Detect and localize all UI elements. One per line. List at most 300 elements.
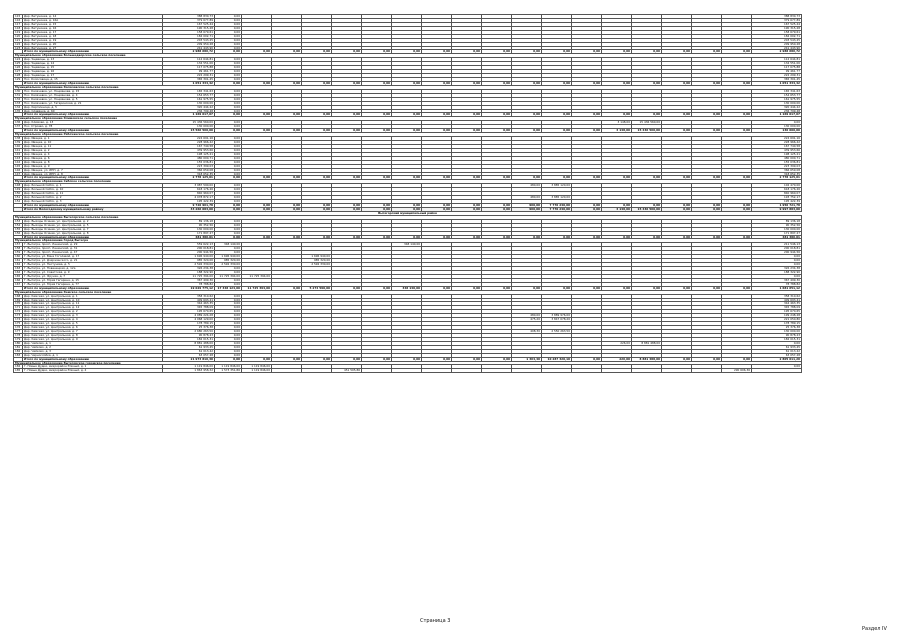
row-number: 149 (14, 188, 23, 192)
amount-cell: 102 470,00 (752, 184, 802, 188)
address-cell: Дер. Кемская, ул. Центральная, д. 2 (23, 310, 163, 314)
amount-cell: 11 725 394,00 (242, 286, 272, 290)
row-number: 126 (14, 66, 23, 70)
amount-cell: 195 422,39 (752, 200, 802, 204)
amount-cell: 0,00 (722, 357, 752, 361)
amount-cell: 134 551,00 (752, 62, 802, 66)
amount-cell (632, 369, 662, 373)
amount-cell: 221 050,80 (752, 318, 802, 322)
address-cell: Итого по муниципальному образованию (23, 81, 163, 85)
amount-cell: 480 000,71 (752, 156, 802, 160)
address-cell: Дер. Ивацка, д. 1 (23, 137, 163, 141)
amount-cell: 0,00 (215, 302, 242, 306)
amount-cell: 0,00 (215, 164, 242, 168)
amount-cell: 0,00 (542, 113, 572, 117)
amount-cell: 1 051 334,42 (163, 81, 215, 85)
amount-cell: 559 622,13 (163, 243, 215, 247)
amount-cell: 0,00 (752, 121, 802, 125)
amount-cell: 0,00 (512, 81, 542, 85)
amount-cell: 0,00 (662, 176, 692, 180)
address-cell: Дер. Ивацка, д. 10 (23, 141, 163, 145)
amount-cell: 0,00 (242, 81, 272, 85)
amount-cell: 0,00 (332, 176, 362, 180)
address-cell: Дер. Ивацка, ул. ИНП, д. 8 (23, 172, 163, 176)
amount-cell: 200 018,81 (752, 247, 802, 251)
section-title: Муниципальное образование Город Вытегра (14, 239, 802, 243)
amount-cell: 0,00 (482, 235, 512, 239)
amount-cell: 3 148,00 (602, 207, 632, 211)
amount-cell: 365 301,45 (163, 78, 215, 82)
amount-cell: 0,00 (215, 235, 242, 239)
amount-cell: 0,00 (302, 207, 332, 211)
amount-cell: 840 960,07 (163, 192, 215, 196)
amount-cell: 182 015,31 (163, 337, 215, 341)
address-cell: Дер. Бетунинка, д. 14 (23, 15, 163, 19)
amount-cell: 0,00 (692, 81, 722, 85)
amount-cell: 0,00 (572, 235, 602, 239)
amount-cell: 188 322,90 (163, 270, 215, 274)
amount-cell: 0,00 (215, 18, 242, 22)
address-cell: Дер. Чайково, д. 3 (23, 349, 163, 353)
amount-cell: 0,00 (632, 204, 662, 208)
section-title: Вытегорский муниципальный район (14, 211, 802, 215)
amount-cell: 0,00 (722, 204, 752, 208)
amount-cell: 2 805 011,20 (752, 357, 802, 361)
amount-cell: 193 752,17 (752, 196, 802, 200)
amount-cell: 19 029 775,12 (163, 286, 215, 290)
amount-cell: 0,00 (242, 207, 272, 211)
amount-cell: 348 140,00 (215, 243, 242, 247)
amount-cell: 0,00 (602, 204, 632, 208)
amount-cell: 0,00 (215, 141, 242, 145)
amount-cell: 0,00 (632, 113, 662, 117)
row-number: 152 (14, 200, 23, 204)
address-cell: Дер. Ивацка, д. 2 (23, 148, 163, 152)
amount-cell: 200 944,56 (163, 251, 215, 255)
amount-cell: 200 944,56 (752, 251, 802, 255)
amount-cell: 0,00 (722, 207, 752, 211)
amount-cell: 3 889 976,00 (542, 314, 572, 318)
amount-cell: 198 125,21 (163, 152, 215, 156)
address-cell: Дер. Кемская, ул. Центральная, д. 4 (23, 318, 163, 322)
amount-cell: 130 000,00 (752, 125, 802, 129)
address-cell: Г. Новые Дудки, микрорайон Южный, д. 4 (23, 369, 163, 373)
address-cell: Дер. Кемская, ул. Центральная, д. 12 (23, 306, 163, 310)
amount-cell: 0,00 (662, 129, 692, 133)
amount-cell: 0,00 (332, 204, 362, 208)
amount-cell: 226,00 (602, 341, 632, 345)
amount-cell: 0,00 (215, 357, 242, 361)
amount-cell: 0,00 (272, 81, 302, 85)
amount-cell: 0,00 (662, 235, 692, 239)
amount-cell (602, 369, 632, 373)
amount-cell: 0,00 (602, 235, 632, 239)
row-number: 146 (14, 168, 23, 172)
row-number: 142 (14, 152, 23, 156)
amount-cell: 0,00 (272, 204, 302, 208)
address-cell: Итого по Вологодскому муниципальному району (23, 207, 163, 211)
amount-cell: 8 881 488,00 (632, 341, 662, 345)
amount-cell: 0,00 (722, 129, 752, 133)
amount-cell: 0,00 (392, 235, 422, 239)
amount-cell: 130 000,00 (163, 125, 215, 129)
amount-cell: 348 140,00 (392, 243, 422, 247)
amount-cell: 241 443,90 (752, 46, 802, 50)
row-number: 173 (14, 314, 23, 318)
amount-cell: 223 399,03 (752, 164, 802, 168)
amount-cell: 11 725 394,00 (215, 274, 242, 278)
amount-cell: 209 950,28 (752, 42, 802, 46)
amount-cell: 0,00 (215, 270, 242, 274)
amount-cell (272, 369, 302, 373)
amount-cell: 1 119 846,00 (163, 365, 215, 369)
amount-cell: 184 002,71 (163, 34, 215, 38)
amount-cell: 0,00 (272, 50, 302, 54)
amount-cell: 0,00 (332, 50, 362, 54)
amount-cell: 0,00 (215, 81, 242, 85)
amount-cell: 0,00 (272, 129, 302, 133)
address-cell: Дер. Ивацка, д. 9 (23, 164, 163, 168)
amount-cell: 17 348 124,00 (215, 286, 242, 290)
address-cell: Пос. Калачевка, ул. Лоцманова, д. 15 (23, 89, 163, 93)
amount-cell: 480,00 (512, 196, 542, 200)
amount-cell: 0,00 (422, 204, 452, 208)
address-cell: Дер. Ущевицы, д. 14 (23, 62, 163, 66)
amount-cell: 0,00 (692, 235, 722, 239)
amount-cell: 2 592 330,00 (163, 263, 215, 267)
address-cell: Дер. Чайково, д. 2 (23, 345, 163, 349)
row-number: 169 (14, 298, 23, 302)
amount-cell: 89 136,18 (752, 219, 802, 223)
amount-cell: 190 315,28 (163, 26, 215, 30)
amount-cell: 0,00 (722, 113, 752, 117)
address-cell: Итого по муниципальному образованию (23, 113, 163, 117)
address-cell: Дер. Бетунинка, д. 16 (23, 26, 163, 30)
amount-cell: 1 681 651,12 (752, 286, 802, 290)
amount-cell: 0,00 (215, 192, 242, 196)
amount-cell: 0,00 (512, 50, 542, 54)
amount-cell: 0,00 (362, 81, 392, 85)
amount-cell: 0,00 (362, 207, 392, 211)
amount-cell: 63 057,28 (163, 353, 215, 357)
row-number: 175 (14, 322, 23, 326)
amount-cell: 0,00 (215, 333, 242, 337)
address-cell: Пос. Строево, д. 78 (23, 125, 163, 129)
address-cell: Г. Вытегра, ул. Дзержинского, д. 21 (23, 259, 163, 263)
amount-cell: 0,00 (332, 81, 362, 85)
amount-cell: 0,00 (422, 176, 452, 180)
amount-cell: 0,00 (572, 81, 602, 85)
address-cell: Г. Вытегра, просп. Ленинский, д. 29 (23, 243, 163, 247)
amount-cell: 182 015,31 (752, 337, 802, 341)
amount-cell: 15 566 560,00 (163, 129, 215, 133)
amount-cell: 0,00 (392, 129, 422, 133)
address-cell: Дер. Славянка, д. 60 (23, 109, 163, 113)
amount-cell: 190 315,28 (752, 26, 802, 30)
amount-cell: 63 057,28 (752, 353, 802, 357)
address-cell: Пос. Колосовица, д. 15 (23, 78, 163, 82)
amount-cell: 171 897,27 (752, 231, 802, 235)
amount-cell: 161 975,55 (752, 97, 802, 101)
amount-cell: 365 301,45 (752, 78, 802, 82)
address-cell: Г. Вытегра, ул. Вяна Гоголевой, д. 17 (23, 255, 163, 259)
address-cell: Дер. Большой Сибск, д. 11 (23, 192, 163, 196)
address-cell: Дер. Кемская, ул. Центральная, д. 7 (23, 330, 163, 334)
amount-cell: 0,00 (332, 235, 362, 239)
amount-cell: 0,00 (215, 278, 242, 282)
row-number: 156 (14, 231, 23, 235)
amount-cell: 0,00 (215, 113, 242, 117)
amount-cell: 0,00 (215, 298, 242, 302)
amount-cell: 0,00 (422, 235, 452, 239)
amount-cell: 0,00 (302, 204, 332, 208)
amount-cell: 0,00 (215, 160, 242, 164)
amount-cell: 366 659,08 (163, 168, 215, 172)
amount-cell: 0,00 (602, 286, 632, 290)
amount-cell: 0,00 (752, 365, 802, 369)
amount-cell: 199 248,28 (752, 314, 802, 318)
amount-cell: 326 234,38 (752, 267, 802, 271)
amount-cell: 358 310,62 (752, 294, 802, 298)
address-cell: Дер. Кемская, ул. Центральная, д. 10 (23, 298, 163, 302)
section-code: Раздел IV (862, 626, 887, 632)
amount-cell: 0,00 (452, 113, 482, 117)
address-cell: Дер. Большой Сибск, д. 2 (23, 196, 163, 200)
amount-cell: 184 002,71 (752, 34, 802, 38)
amount-cell: 10 287 320,10 (542, 357, 572, 361)
amount-cell (752, 369, 802, 373)
amount-cell: 0,00 (572, 286, 602, 290)
amount-cell: 89 136,18 (163, 219, 215, 223)
amount-cell: 0,00 (482, 207, 512, 211)
amount-cell: 0,00 (512, 235, 542, 239)
amount-cell: 0,00 (452, 286, 482, 290)
report-table (13, 14, 802, 373)
address-cell: Дер. Кемская, ул. Центральная, д. 1 (23, 294, 163, 298)
amount-cell: 90 878,23 (163, 333, 215, 337)
amount-cell: 0,00 (452, 50, 482, 54)
amount-cell: 0,00 (215, 322, 242, 326)
amount-cell: 33 266 083,00 (163, 207, 215, 211)
amount-cell: 0,00 (602, 113, 632, 117)
amount-cell: 0,00 (215, 318, 242, 322)
amount-cell: 0,00 (452, 176, 482, 180)
amount-cell: 345 788,09 (163, 306, 215, 310)
amount-cell (512, 369, 542, 373)
amount-cell: 0,00 (662, 357, 692, 361)
amount-cell: 0,00 (215, 78, 242, 82)
amount-cell: 344 463,35 (163, 302, 215, 306)
address-cell: Дер. Бетунинка, д. 16А (23, 18, 163, 22)
address-cell: Дер. Большой Сибск, д. 3 (23, 200, 163, 204)
amount-cell: 0,00 (482, 176, 512, 180)
row-number: 154 (14, 223, 23, 227)
amount-cell: 155 036,81 (163, 160, 215, 164)
amount-cell: 0,00 (332, 286, 362, 290)
amount-cell: 0,00 (572, 50, 602, 54)
address-cell: Г. Вытегра, просп. Ленинский, д. 47 (23, 251, 163, 255)
amount-cell: 0,00 (215, 168, 242, 172)
amount-cell: 188 322,90 (752, 270, 802, 274)
section-title: Муниципальное образование Вытегорское городское поселение (14, 361, 802, 365)
amount-cell: 960,00 (512, 204, 542, 208)
amount-cell: 200 018,81 (163, 247, 215, 251)
amount-cell: 0,00 (662, 50, 692, 54)
amount-cell: 0,00 (302, 113, 332, 117)
amount-cell: 0,00 (362, 286, 392, 290)
amount-cell: 15 436 560,00 (632, 121, 662, 125)
amount-cell: 326 234,38 (163, 267, 215, 271)
amount-cell: 388 830,73 (163, 15, 215, 19)
amount-cell: 0,00 (215, 121, 242, 125)
amount-cell: 0,00 (215, 156, 242, 160)
address-cell: Г. Вытегра, просп. Ленинский, д. 31 (23, 247, 163, 251)
amount-cell: 0,00 (722, 235, 752, 239)
address-cell: Дер. Ивацка, д. 11 (23, 144, 163, 148)
amount-cell: 0,00 (662, 286, 692, 290)
amount-cell: 439 953,66 (163, 148, 215, 152)
amount-cell: 0,00 (215, 341, 242, 345)
amount-cell: 130 000,00 (752, 330, 802, 334)
amount-cell: 0,00 (215, 144, 242, 148)
amount-cell: 0,00 (272, 207, 302, 211)
amount-cell: 195 422,39 (163, 200, 215, 204)
amount-cell: 0,00 (215, 46, 242, 50)
amount-cell: 0,00 (215, 223, 242, 227)
amount-cell: 0,00 (215, 330, 242, 334)
amount-cell: 165 341,63 (752, 89, 802, 93)
row-number: 178 (14, 333, 23, 337)
amount-cell: 0,00 (452, 129, 482, 133)
row-number: 176 (14, 326, 23, 330)
amount-cell: 90 878,23 (752, 333, 802, 337)
row-number: 143 (14, 156, 23, 160)
amount-cell: 0,00 (572, 129, 602, 133)
amount-cell: 0,00 (215, 200, 242, 204)
row-number: 185 (14, 369, 23, 373)
address-cell: Дер. Бетунинка, д. 17 (23, 30, 163, 34)
address-cell: Пос. Калачевка, ул. Гагаринская, д. 21 (23, 101, 163, 105)
row-number: 168 (14, 294, 23, 298)
row-number: 147 (14, 172, 23, 176)
address-cell: Г. Новые Дудки, микрорайон Южный, д. 1 (23, 365, 163, 369)
amount-cell: 61 013,42 (752, 349, 802, 353)
amount-cell: 0,00 (215, 282, 242, 286)
amount-cell: 985 320,00 (163, 259, 215, 263)
amount-cell (482, 369, 512, 373)
amount-cell: 0,00 (392, 113, 422, 117)
amount-cell: 0,00 (332, 357, 362, 361)
amount-cell: 0,00 (362, 129, 392, 133)
amount-cell: 15 436 560,00 (632, 129, 662, 133)
amount-cell: 0,00 (215, 125, 242, 129)
amount-cell: 0,00 (632, 50, 662, 54)
amount-cell: 178 789,15 (752, 322, 802, 326)
section-title: Муниципальное образование Климовское сельское поселение (14, 117, 802, 121)
row-number: 158 (14, 247, 23, 251)
amount-cell: 134 551,00 (163, 62, 215, 66)
amount-cell: 290 606,36 (722, 369, 752, 373)
amount-cell: 0,00 (392, 176, 422, 180)
amount-cell: 0,00 (332, 207, 362, 211)
amount-cell (452, 369, 482, 373)
amount-cell: 78 788,82 (163, 282, 215, 286)
row-number: 183 (14, 353, 23, 357)
amount-cell: 367 499,30 (752, 278, 802, 282)
amount-cell: 0,00 (242, 113, 272, 117)
amount-cell (572, 369, 602, 373)
amount-cell: 0,00 (362, 176, 392, 180)
amount-cell: 0,00 (215, 310, 242, 314)
amount-cell: 439 953,66 (752, 148, 802, 152)
amount-cell (392, 369, 422, 373)
amount-cell: 0,00 (752, 255, 802, 259)
amount-cell: 78 788,82 (752, 282, 802, 286)
row-number: 179 (14, 337, 23, 341)
amount-cell: 236 799,48 (163, 109, 215, 113)
section-title: Муниципальное образование Кемское сельское поселение (14, 290, 802, 294)
address-cell: Дер. Бетунинка, д. 20 (23, 42, 163, 46)
amount-cell: 379 677,89 (752, 18, 802, 22)
row-number: 170 (14, 302, 23, 306)
amount-cell: 1 119 846,00 (242, 369, 272, 373)
amount-cell: 0,00 (215, 231, 242, 235)
amount-cell: 0,00 (662, 207, 692, 211)
amount-cell: 840 960,07 (752, 192, 802, 196)
row-number: 133 (14, 101, 23, 105)
amount-cell: 99 461,77 (752, 70, 802, 74)
amount-cell: 0,00 (572, 357, 602, 361)
address-cell: Дер. Чернослобка, д. 1 (23, 353, 163, 357)
amount-cell: 1 119 846,00 (242, 365, 272, 369)
row-number: 161 (14, 259, 23, 263)
amount-cell: 0,00 (452, 207, 482, 211)
amount-cell: 0,00 (215, 227, 242, 231)
amount-cell: 0,00 (752, 259, 802, 263)
amount-cell: 0,00 (692, 113, 722, 117)
amount-cell (542, 369, 572, 373)
amount-cell: 0,00 (242, 235, 272, 239)
amount-cell: 0,00 (392, 81, 422, 85)
amount-cell: 0,00 (692, 50, 722, 54)
amount-cell: 0,00 (215, 58, 242, 62)
amount-cell: 117 075,88 (752, 66, 802, 70)
amount-cell: 0,00 (215, 184, 242, 188)
amount-cell: 1 696 940,00 (215, 255, 242, 259)
amount-cell: 112 644,81 (752, 58, 802, 62)
amount-cell: 195 670,65 (752, 310, 802, 314)
row-number: 162 (14, 263, 23, 267)
row-number: 177 (14, 330, 23, 334)
amount-cell (362, 369, 392, 373)
row-number: 132 (14, 97, 23, 101)
amount-cell: 0,00 (722, 50, 752, 54)
row-number: 153 (14, 219, 23, 223)
row-number: 121 (14, 38, 23, 42)
row-number: 116 (14, 18, 23, 22)
amount-cell: 0,00 (362, 113, 392, 117)
address-cell: Дер. Ущевицы, д. 15 (23, 66, 163, 70)
amount-cell: 0,00 (602, 81, 632, 85)
amount-cell: 130 000,00 (163, 227, 215, 231)
row-number: 144 (14, 160, 23, 164)
amount-cell: 0,00 (422, 357, 452, 361)
amount-cell: 198 125,21 (752, 152, 802, 156)
amount-cell: 0,00 (272, 286, 302, 290)
amount-cell: 0,00 (422, 286, 452, 290)
amount-cell: 0,00 (422, 129, 452, 133)
amount-cell: 960,00 (512, 207, 542, 211)
